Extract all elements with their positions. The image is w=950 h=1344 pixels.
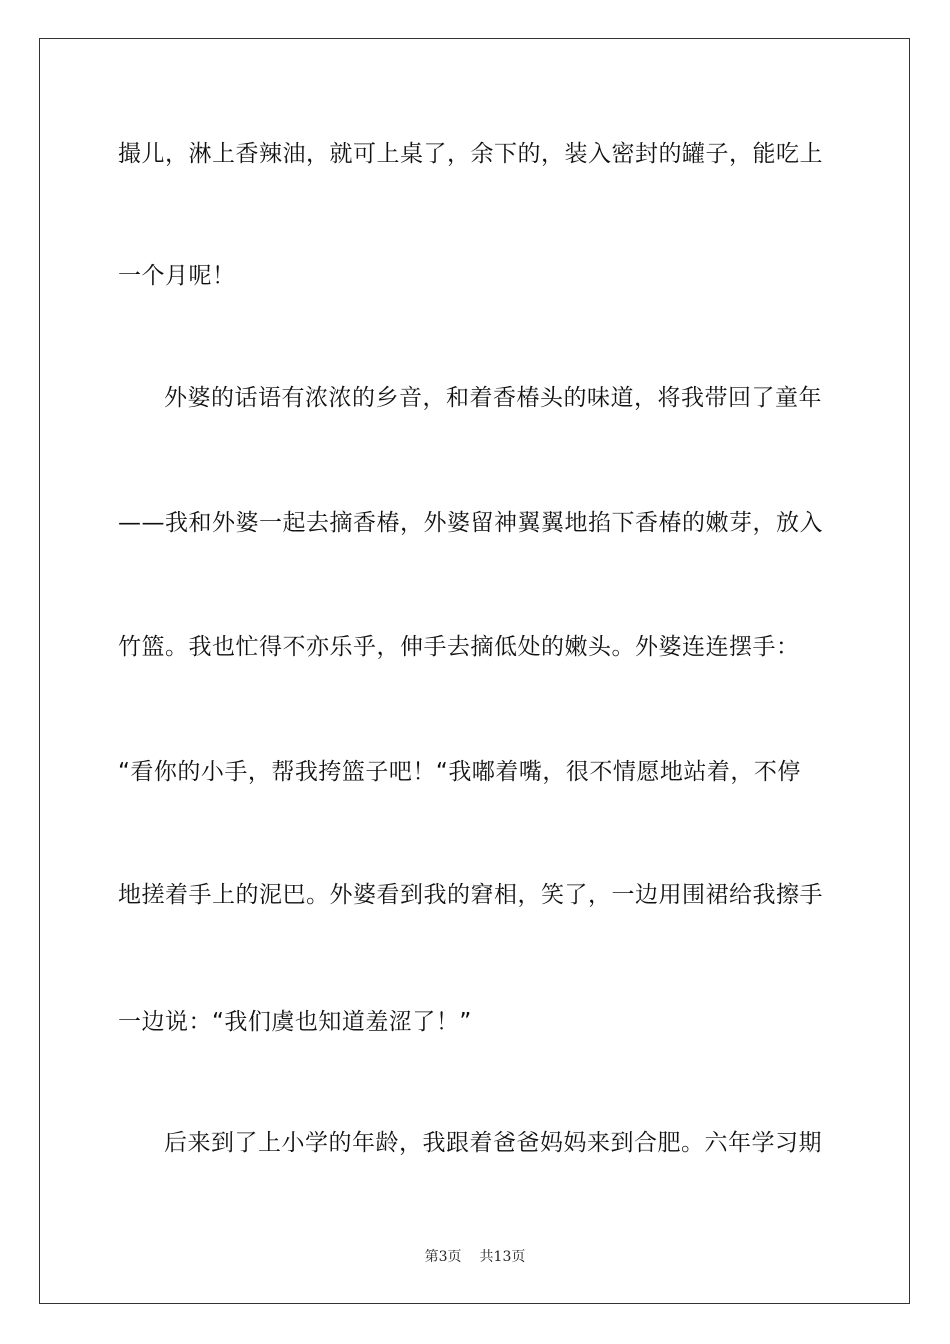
paragraph-start-line: 后来到了上小学的年龄，我跟着爸爸妈妈来到合肥。六年学习期 bbox=[164, 1130, 822, 1156]
text-line: ——我和外婆一起去摘香椿，外婆留神翼翼地掐下香椿的嫩芽，放入 bbox=[118, 510, 823, 536]
total-pages: 共13页 bbox=[479, 1249, 526, 1265]
text-line: “看你的小手，帮我挎篮子吧！“我嘟着嘴，很不情愿地站着，不停 bbox=[118, 759, 801, 785]
text-line: 地搓着手上的泥巴。外婆看到我的窘相，笑了，一边用围裙给我擦手 bbox=[118, 882, 823, 908]
paragraph-start-line: 外婆的话语有浓浓的乡音，和着香椿头的味道，将我带回了童年 bbox=[164, 385, 822, 411]
page-footer bbox=[0, 1246, 950, 1266]
page-number: 第3页 bbox=[424, 1249, 462, 1265]
text-line: 一个月呢！ bbox=[118, 263, 236, 289]
text-line: 一边说：“我们虞也知道羞涩了！” bbox=[118, 1009, 472, 1035]
text-line: 撮儿，淋上香辣油，就可上桌了，余下的，装入密封的罐子，能吃上 bbox=[118, 141, 823, 167]
page-border bbox=[39, 38, 910, 1304]
text-line: 竹篮。我也忙得不亦乐乎，伸手去摘低处的嫩头。外婆连连摆手： bbox=[118, 634, 800, 660]
